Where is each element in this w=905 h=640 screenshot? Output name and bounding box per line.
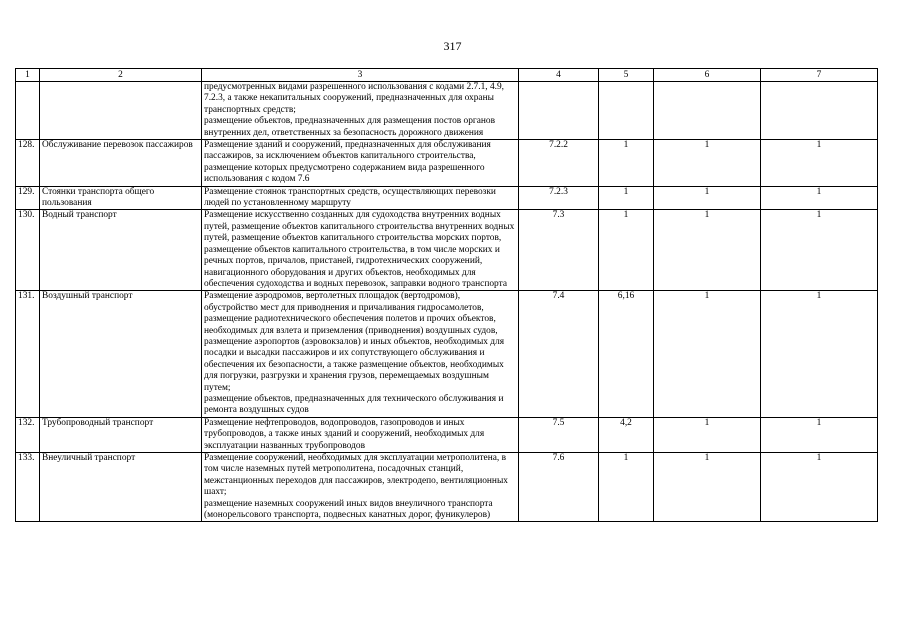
- use-description: предусмотренных видами разрешенного использования с кодами 2.7.1, 4.9, 7.2.3, а также некапитальных сооружений, предназначенных для охраны транспортных средств; размещение объектов, предназначенных для размещения постов органов внутренних дел, ответственных за безопасность дорожного движения: [202, 82, 519, 140]
- column-5-value: [599, 82, 654, 140]
- use-name: Водный транспорт: [40, 210, 202, 291]
- column-5-value: 1: [599, 453, 654, 522]
- column-6-value: 1: [654, 210, 761, 291]
- column-header: 3: [202, 69, 519, 82]
- row-number: 131.: [16, 291, 40, 417]
- column-5-value: 6,16: [599, 291, 654, 417]
- column-6-value: 1: [654, 140, 761, 187]
- column-6-value: 1: [654, 453, 761, 522]
- column-header: 4: [519, 69, 599, 82]
- column-7-value: 1: [761, 291, 878, 417]
- column-header: 6: [654, 69, 761, 82]
- use-name: Воздушный транспорт: [40, 291, 202, 417]
- table-row: [16, 417, 878, 452]
- use-code: 7.6: [519, 453, 599, 522]
- use-code: 7.3: [519, 210, 599, 291]
- column-6-value: 1: [654, 291, 761, 417]
- column-5-value: 1: [599, 186, 654, 210]
- column-5-value: 1: [599, 210, 654, 291]
- column-number-row: [16, 69, 878, 82]
- use-name: Внеуличный транспорт: [40, 453, 202, 522]
- row-number: 133.: [16, 453, 40, 522]
- use-name: [40, 82, 202, 140]
- use-description: Размещение нефтепроводов, водопроводов, газопроводов и иных трубопроводов, а также иных зданий и сооружений, необходимых для эксплуатации названных трубопроводов: [202, 417, 519, 452]
- table-row: [16, 453, 878, 522]
- column-6-value: 1: [654, 186, 761, 210]
- land-use-table: [15, 68, 878, 522]
- column-6-value: 1: [654, 417, 761, 452]
- table-row: [16, 186, 878, 210]
- table-row: [16, 140, 878, 187]
- use-name: Стоянки транспорта общего пользования: [40, 186, 202, 210]
- column-5-value: 1: [599, 140, 654, 187]
- use-code: 7.4: [519, 291, 599, 417]
- column-6-value: [654, 82, 761, 140]
- use-description: Размещение искусственно созданных для судоходства внутренних водных путей, размещение объектов капитального строительства внутренних водных путей, размещение объектов капитального строительства морских портов, размещение объектов капитального строительства, в том числе морских и речных портов, причалов, пристаней, гидротехнических сооружений, навигационного оборудования и других объектов, необходимых для обеспечения судоходства и водных перевозок, заправки водного транспорта: [202, 210, 519, 291]
- use-description: Размещение аэродромов, вертолетных площадок (вертодромов), обустройство мест для приводнения и причаливания гидросамолетов, размещение радиотехнического обеспечения полетов и прочих объектов, необходимых для взлета и приземления (приводнения) воздушных судов, размещение аэропортов (аэровокзалов) и иных объектов, необходимых для посадки и высадки пассажиров и их сопутствующего обслуживания и обеспечения их безопасности, а также размещение объектов, необходимых для погрузки, разгрузки и хранения грузов, перемещаемых воздушным путем; размещение объектов, предназначенных для технического обслуживания и ремонта воздушных судов: [202, 291, 519, 417]
- column-7-value: 1: [761, 453, 878, 522]
- column-7-value: 1: [761, 186, 878, 210]
- use-name: Трубопроводный транспорт: [40, 417, 202, 452]
- column-header: 2: [40, 69, 202, 82]
- column-header: 1: [16, 69, 40, 82]
- use-description: Размещение стоянок транспортных средств, осуществляющих перевозки людей по установленному маршруту: [202, 186, 519, 210]
- table-row: [16, 82, 878, 140]
- row-number: 129.: [16, 186, 40, 210]
- column-7-value: [761, 82, 878, 140]
- row-number: [16, 82, 40, 140]
- page-number: 317: [443, 39, 462, 53]
- row-number: 132.: [16, 417, 40, 452]
- column-header: 7: [761, 69, 878, 82]
- use-code: 7.5: [519, 417, 599, 452]
- row-number: 128.: [16, 140, 40, 187]
- table-row: [16, 210, 878, 291]
- use-name: Обслуживание перевозок пассажиров: [40, 140, 202, 187]
- use-code: [519, 82, 599, 140]
- column-header: 5: [599, 69, 654, 82]
- column-7-value: 1: [761, 210, 878, 291]
- column-7-value: 1: [761, 140, 878, 187]
- use-description: Размещение сооружений, необходимых для эксплуатации метрополитена, в том числе наземных путей метрополитена, посадочных станций, межстанционных переходов для пассажиров, электродепо, вентиляционных шахт; размещение наземных сооружений иных видов внеуличного транспорта (монорельсового транспорта, подвесных канатных дорог, фуникулеров): [202, 453, 519, 522]
- use-description: Размещение зданий и сооружений, предназначенных для обслуживания пассажиров, за исключением объектов капитального строительства, размещение которых предусмотрено содержанием вида разрешенного использования с кодом 7.6: [202, 140, 519, 187]
- table-body: [16, 82, 878, 522]
- column-5-value: 4,2: [599, 417, 654, 452]
- table-row: [16, 291, 878, 417]
- row-number: 130.: [16, 210, 40, 291]
- use-code: 7.2.2: [519, 140, 599, 187]
- use-code: 7.2.3: [519, 186, 599, 210]
- column-7-value: 1: [761, 417, 878, 452]
